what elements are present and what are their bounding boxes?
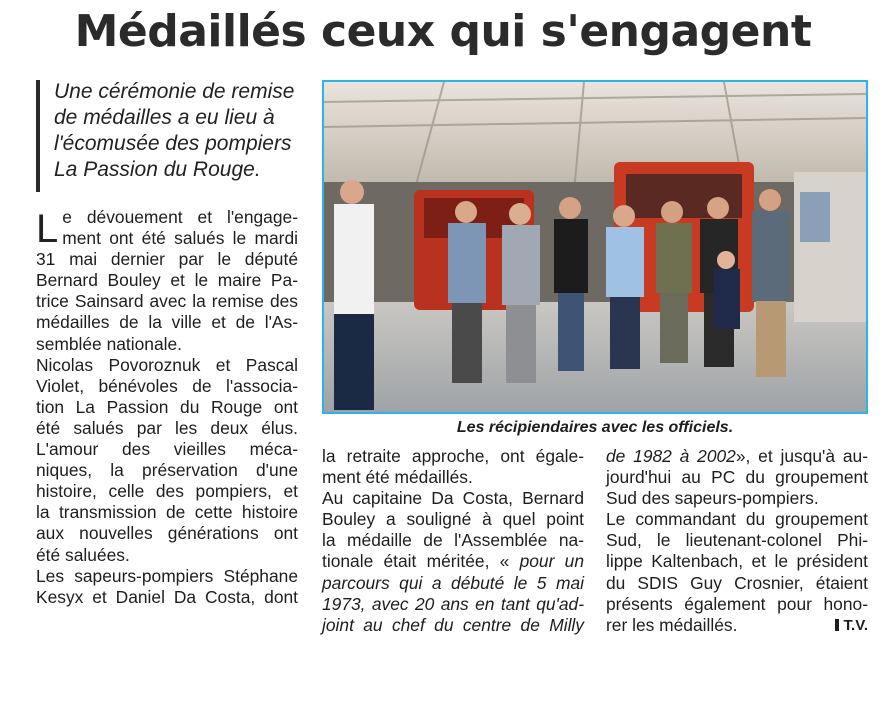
body-line: histoire, celle des pompiers, et: [36, 481, 298, 502]
body-line: 1973, avec 20 ans en tant qu'ad-: [322, 593, 584, 614]
body-line: ment ont été salués le mardi: [62, 228, 298, 249]
body-line: niques, la préservation d'une: [36, 460, 298, 481]
body-line: trice Sainsard avec la remise des: [36, 291, 298, 312]
body-line: été saluées.: [36, 544, 130, 565]
body-line: la retraite approche, ont égale-: [322, 446, 584, 466]
body-line: [606, 615, 868, 636]
lede-line: Une cérémonie de remise: [54, 80, 295, 103]
body-line: Kesyx et Daniel Da Costa, dont: [36, 586, 298, 607]
body-line: Sud des sapeurs-pompiers.: [606, 488, 819, 509]
quote-open: tionale était méritée, «: [322, 551, 510, 572]
lede-rule: [36, 80, 40, 192]
author-signature: [835, 615, 868, 636]
body-line: semblée nationale.: [36, 333, 182, 354]
body-line-text: rer les médaillés.: [606, 614, 738, 635]
body-line: jourd'hui au PC du groupement: [606, 467, 868, 488]
body-line: L'amour des vieilles méca-: [36, 439, 298, 460]
body-line: joint au chef du centre de Milly: [322, 614, 584, 635]
body-line: Au capitaine Da Costa, Bernard: [322, 488, 584, 509]
body-line: ment été médaillés.: [322, 467, 473, 488]
body-line: Bernard Bouley et le maire Pa-: [36, 270, 298, 291]
body-line: du SDIS Guy Crosnier, étaient: [606, 572, 868, 593]
body-line: Nicolas Povoroznuk et Pascal: [36, 354, 298, 375]
body-line: Violet, bénévoles de l'associa-: [36, 375, 298, 396]
article-photo: [322, 80, 868, 414]
quote-text: pour un: [519, 551, 584, 572]
body-line: été salués par les deux élus.: [36, 417, 298, 438]
body-line: [606, 446, 868, 467]
lede-line: La Passion du Rouge.: [54, 158, 261, 181]
body-line: 31 mai dernier par le député: [36, 249, 298, 270]
body-line: Les sapeurs-pompiers Stéphane: [36, 565, 298, 586]
article-headline: Médaillés ceux qui s'engagent: [74, 6, 812, 57]
body-line: la transmission de cette histoire: [36, 502, 298, 523]
body-line: médailles de la ville et de l'As-: [36, 312, 298, 333]
body-line: aux nouvelles générations ont: [36, 523, 298, 544]
lede-line: de médailles a eu lieu à: [54, 106, 275, 129]
article-lede: [54, 79, 316, 183]
body-line: présents également pour hono-: [606, 593, 868, 614]
firefighters-group-photo: [324, 82, 866, 412]
body-line: tion La Passion du Rouge ont: [36, 396, 298, 417]
body-line: la médaille de l'Assemblée na-: [322, 530, 584, 551]
body-line: e dévouement et l'engage-: [62, 207, 298, 227]
signature-initials: T.V.: [843, 616, 868, 634]
body-line: lippe Kaltenbach, et le président: [606, 551, 868, 572]
lede-line: l'écomusée des pompiers: [54, 132, 292, 155]
body-line: Le commandant du groupement: [606, 509, 868, 530]
photo-caption: Les récipiendaires avec les officiels.: [456, 419, 734, 436]
article-column-2: [322, 446, 584, 636]
signature-mark: [835, 619, 839, 631]
drop-cap: L: [36, 207, 59, 251]
body-line: [322, 551, 584, 572]
body-line: Sud, le lieutenant-colonel Phi-: [606, 530, 868, 551]
article-column-3: [606, 446, 868, 636]
article-column-1: [36, 207, 298, 608]
quote-close: », et jusqu'à au-: [735, 446, 868, 466]
body-line: Bouley a souligné à quel point: [322, 509, 584, 530]
quote-text: de 1982 à 2002: [606, 446, 736, 466]
body-line: parcours qui a débuté le 5 mai: [322, 572, 584, 593]
